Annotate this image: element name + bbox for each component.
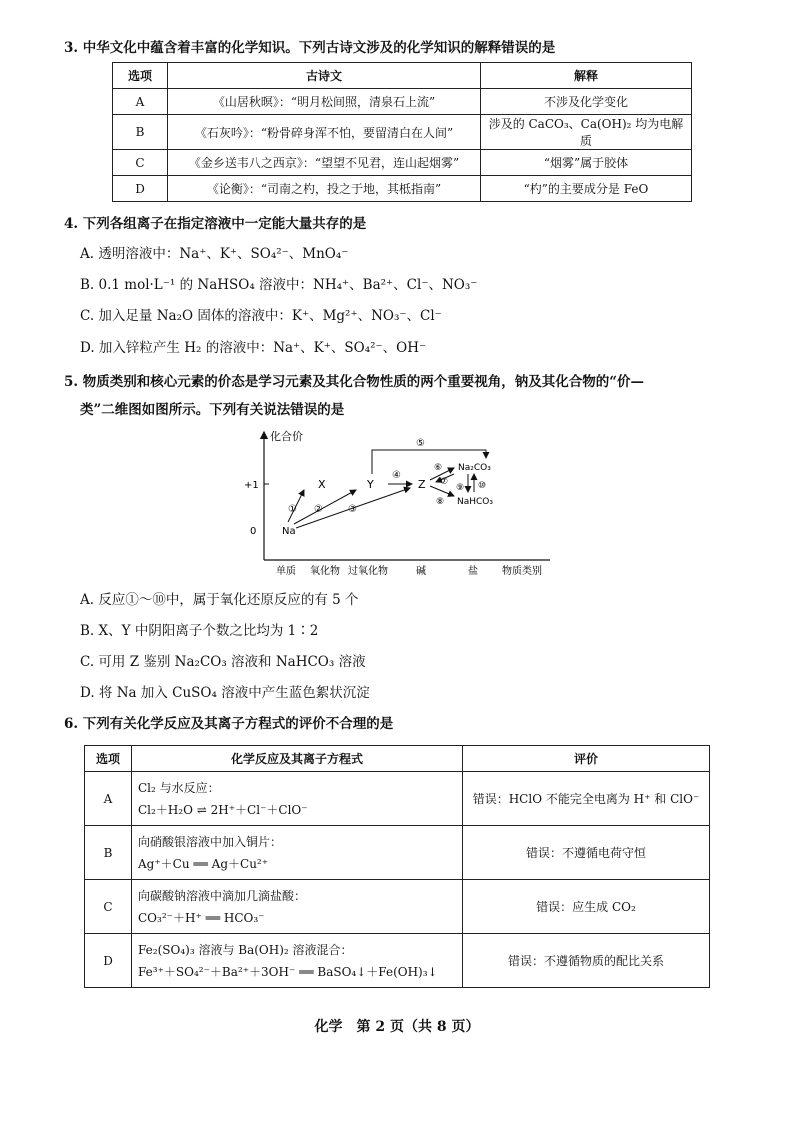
question-4-option-a: A. 透明溶液中：Na⁺、K⁺、SO₄²⁻、MnO₄⁻ <box>80 246 349 262</box>
question-5-option-a: A. 反应①～⑩中，属于氧化还原反应的有 5 个 <box>80 592 359 608</box>
x-cat-peroxide: 过氧化物 <box>348 566 388 576</box>
cell-reaction <box>132 934 463 988</box>
header-evaluation: 评价 <box>463 746 710 772</box>
ionic-equation: CO₃²⁻＋H⁺ ══ HCO₃⁻ <box>138 910 265 925</box>
table-row <box>113 150 692 176</box>
x-cat-oxide: 氧化物 <box>310 566 340 576</box>
y-axis-title: 化合价 <box>270 430 303 443</box>
question-5-stem-line1: 5. 物质类别和核心元素的价态是学习元素及其化合物性质的两个重要视角，钠及其化合物的“价— <box>64 374 645 390</box>
table-row <box>85 880 710 934</box>
arrow-2 <box>294 490 356 524</box>
cell-evaluation: 错误：不遵循电荷守恒 <box>463 826 710 880</box>
question-6-table <box>84 745 710 988</box>
cell-option: D <box>85 934 132 988</box>
node-na2co3: Na₂CO₃ <box>458 463 491 473</box>
label-7: ⑦ <box>440 477 449 487</box>
label-9: ⑨ <box>456 483 465 493</box>
label-3: ③ <box>348 504 357 515</box>
label-10: ⑩ <box>478 481 487 491</box>
question-5-option-b: B. X、Y 中阴阳离子个数之比均为 1∶2 <box>80 623 319 639</box>
node-y: Y <box>367 478 374 491</box>
header-reaction: 化学反应及其离子方程式 <box>132 746 463 772</box>
ionic-equation: Ag⁺＋Cu ══ Ag＋Cu²⁺ <box>138 856 269 871</box>
cell-poem: 《山居秋暝》：“明月松间照，清泉石上流” <box>168 89 481 115</box>
y-tick-0: 0 <box>250 526 257 537</box>
table-row <box>113 89 692 115</box>
header-option: 选项 <box>85 746 132 772</box>
cell-explain: “杓”的主要成分是 FeO <box>481 176 692 202</box>
question-4-option-c: C. 加入足量 Na₂O 固体的溶液中：K⁺、Mg²⁺、NO₃⁻、Cl⁻ <box>80 308 442 324</box>
cell-explain: “烟雾”属于胶体 <box>481 150 692 176</box>
question-6-stem: 6. 下列有关化学反应及其离子方程式的评价不合理的是 <box>64 716 394 732</box>
cell-reaction <box>132 826 463 880</box>
cell-option: B <box>113 115 168 150</box>
cell-option: A <box>85 772 132 826</box>
cell-option: D <box>113 176 168 202</box>
cell-explain: 涉及的 CaCO₃、Ca(OH)₂ 均为电解质 <box>481 115 692 150</box>
reaction-description: Cl₂ 与水反应： <box>138 780 220 795</box>
table-header-row <box>113 63 692 89</box>
table-row <box>113 115 692 150</box>
reaction-description: Fe₂(SO₄)₃ 溶液与 Ba(OH)₂ 溶液混合： <box>138 942 353 957</box>
ionic-equation: Cl₂＋H₂O ⇌ 2H⁺＋Cl⁻＋ClO⁻ <box>138 802 308 817</box>
header-option: 选项 <box>113 63 168 89</box>
table-row <box>85 772 710 826</box>
label-1: ① <box>288 504 297 515</box>
x-cat-base: 碱 <box>416 566 426 576</box>
cell-reaction <box>132 880 463 934</box>
ionic-equation: Fe³⁺＋SO₄²⁻＋Ba²⁺＋3OH⁻ ══ BaSO₄↓＋Fe(OH)₃↓ <box>138 964 438 979</box>
label-8: ⑧ <box>436 497 445 507</box>
table-row <box>113 176 692 202</box>
cell-explain: 不涉及化学变化 <box>481 89 692 115</box>
question-3-table <box>112 62 692 202</box>
cell-option: B <box>85 826 132 880</box>
label-5: ⑤ <box>416 438 425 449</box>
x-axis-title: 物质类别 <box>502 566 542 576</box>
table-row <box>85 934 710 988</box>
table-row <box>85 826 710 880</box>
table-header-row <box>85 746 710 772</box>
label-6: ⑥ <box>434 463 443 473</box>
cell-option: C <box>85 880 132 934</box>
node-z: Z <box>418 478 426 491</box>
y-tick-plus1: +1 <box>244 480 259 491</box>
question-5-option-c: C. 可用 Z 鉴别 Na₂CO₃ 溶液和 NaHCO₃ 溶液 <box>80 654 366 670</box>
question-4-option-b: B. 0.1 mol·L⁻¹ 的 NaHSO₄ 溶液中：NH₄⁺、Ba²⁺、Cl⁻、NO₃⁻ <box>80 277 478 293</box>
question-4-option-d: D. 加入锌粒产生 H₂ 的溶液中：Na⁺、K⁺、SO₄²⁻、OH⁻ <box>80 340 427 356</box>
question-5-option-d: D. 将 Na 加入 CuSO₄ 溶液中产生蓝色絮状沉淀 <box>80 685 370 701</box>
node-x: X <box>318 478 326 491</box>
question-5-stem-line2: 类”二维图如图所示。下列有关说法错误的是 <box>80 402 345 418</box>
cell-option: A <box>113 89 168 115</box>
reaction-description: 向碳酸钠溶液中滴加几滴盐酸： <box>138 888 307 903</box>
cell-evaluation: 错误：应生成 CO₂ <box>463 880 710 934</box>
cell-poem: 《金乡送韦八之西京》：“望望不见君，连山起烟雾” <box>168 150 481 176</box>
label-4: ④ <box>392 470 401 481</box>
header-explain: 解释 <box>481 63 692 89</box>
label-2: ② <box>314 504 323 515</box>
header-poem: 古诗文 <box>168 63 481 89</box>
cell-reaction <box>132 772 463 826</box>
node-nahco3: NaHCO₃ <box>457 497 493 507</box>
x-cat-element: 单质 <box>276 566 296 576</box>
x-cat-salt: 盐 <box>468 566 478 576</box>
question-4-stem: 4. 下列各组离子在指定溶液中一定能大量共存的是 <box>64 216 367 232</box>
reaction-description: 向硝酸银溶液中加入铜片： <box>138 834 283 849</box>
node-na: Na <box>282 526 296 537</box>
cell-poem: 《石灰吟》：“粉骨碎身浑不怕，要留清白在人间” <box>168 115 481 150</box>
arrow-8 <box>430 486 454 496</box>
cell-evaluation: 错误：HClO 不能完全电离为 H⁺ 和 ClO⁻ <box>463 772 710 826</box>
cell-evaluation: 错误：不遵循物质的配比关系 <box>463 934 710 988</box>
cell-poem: 《论衡》：“司南之杓，投之于地，其柢指南” <box>168 176 481 202</box>
valence-class-diagram <box>240 426 560 576</box>
cell-option: C <box>113 150 168 176</box>
page-footer: 化学 第 2 页（共 8 页） <box>314 1019 480 1035</box>
question-3-stem: 3. 中华文化中蕴含着丰富的化学知识。下列古诗文涉及的化学知识的解释错误的是 <box>64 40 556 56</box>
